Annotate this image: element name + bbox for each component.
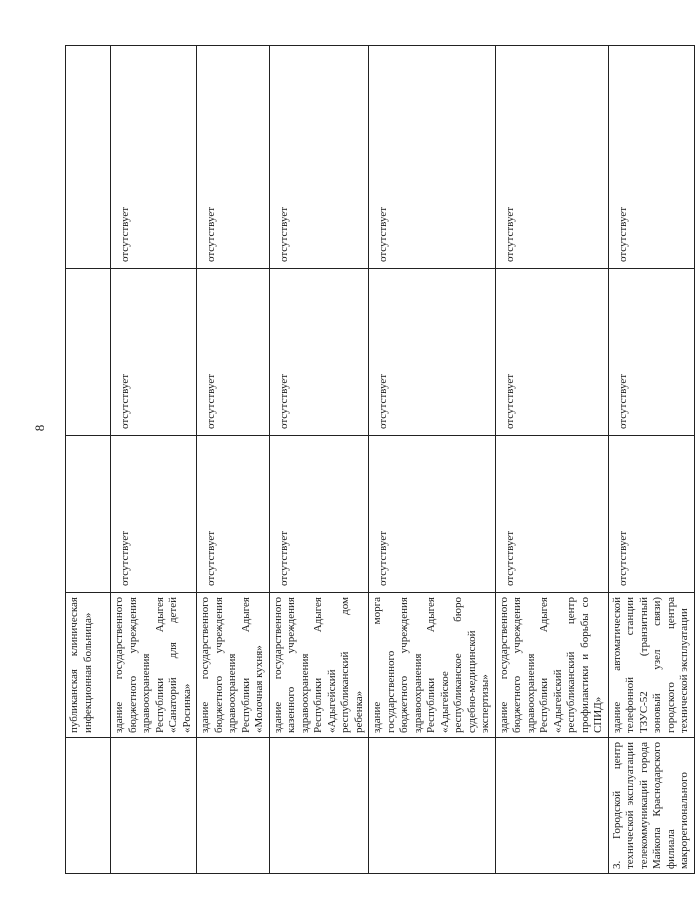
table-cell-status: отсутствует xyxy=(369,269,496,436)
table-cell-status: отсутствует xyxy=(269,46,369,269)
table-row xyxy=(608,46,694,874)
table-row xyxy=(269,46,369,874)
table-cell-org xyxy=(197,738,270,874)
table-cell-status: отсутствует xyxy=(269,269,369,436)
table-container xyxy=(65,46,690,874)
table-row xyxy=(495,46,608,874)
table-cell-status: отсутствует xyxy=(608,46,694,269)
table-cell-building: здание государственного казенного учреждения здравоохранения Республики Адыгея «Адыгейский республиканский дом ребенка» xyxy=(269,593,369,738)
table-cell-building: публиканская клиническая инфекционная больница» xyxy=(66,593,111,738)
table-cell-status: отсутствует xyxy=(197,269,270,436)
table-cell-building: здание автоматической телефонной станции ТЗУС-52 (транзитный зоновый узел связи) городского центра технической эксплуатации xyxy=(608,593,694,738)
table-cell-status: отсутствует xyxy=(495,436,608,593)
table-cell-status: отсутствует xyxy=(369,46,496,269)
table-row xyxy=(111,46,197,874)
table-cell-status: отсутствует xyxy=(111,46,197,269)
page-number: 8 xyxy=(32,424,47,432)
table-cell-status: отсутствует xyxy=(495,46,608,269)
table-row xyxy=(197,46,270,874)
table-cell-org xyxy=(495,738,608,874)
table-cell-status xyxy=(66,46,111,269)
document-table xyxy=(65,45,695,874)
table-cell-status: отсутствует xyxy=(369,436,496,593)
table-row xyxy=(369,46,496,874)
table-row xyxy=(66,46,111,874)
table-cell-building: здание государственного бюджетного учреждения здравоохранения Республики Адыгея «Адыгейский республиканский центр профилактики и борьбы со СПИД» xyxy=(495,593,608,738)
table-cell-status: отсутствует xyxy=(269,436,369,593)
table-cell-org xyxy=(111,738,197,874)
table-cell-org: 3. Городской центр технической эксплуатации телекоммуникаций города Майкопа Краснодарского филиала макрорегионального xyxy=(608,738,694,874)
table-cell-status xyxy=(66,436,111,593)
table-cell-status: отсутствует xyxy=(608,436,694,593)
table-cell-status: отсутствует xyxy=(197,436,270,593)
table-cell-building: здание государственного бюджетного учреждения здравоохранения Республики Адыгея «Молочная кухня» xyxy=(197,593,270,738)
table-cell-building: здание морга государственного бюджетного учреждения здравоохранения Республики Адыгея «Адыгейское республиканское бюро судебно-медицинской экспертизы» xyxy=(369,593,496,738)
table-cell-org xyxy=(369,738,496,874)
table-cell-status: отсутствует xyxy=(495,269,608,436)
table-cell-status xyxy=(66,269,111,436)
table-cell-building: здание государственного бюджетного учреждения здравоохранения Республики Адыгея «Санаторий для детей «Росинка» xyxy=(111,593,197,738)
table-cell-org xyxy=(66,738,111,874)
table-cell-status: отсутствует xyxy=(608,269,694,436)
table-cell-status: отсутствует xyxy=(111,436,197,593)
table-cell-org xyxy=(269,738,369,874)
table-cell-status: отсутствует xyxy=(197,46,270,269)
table-cell-status: отсутствует xyxy=(111,269,197,436)
